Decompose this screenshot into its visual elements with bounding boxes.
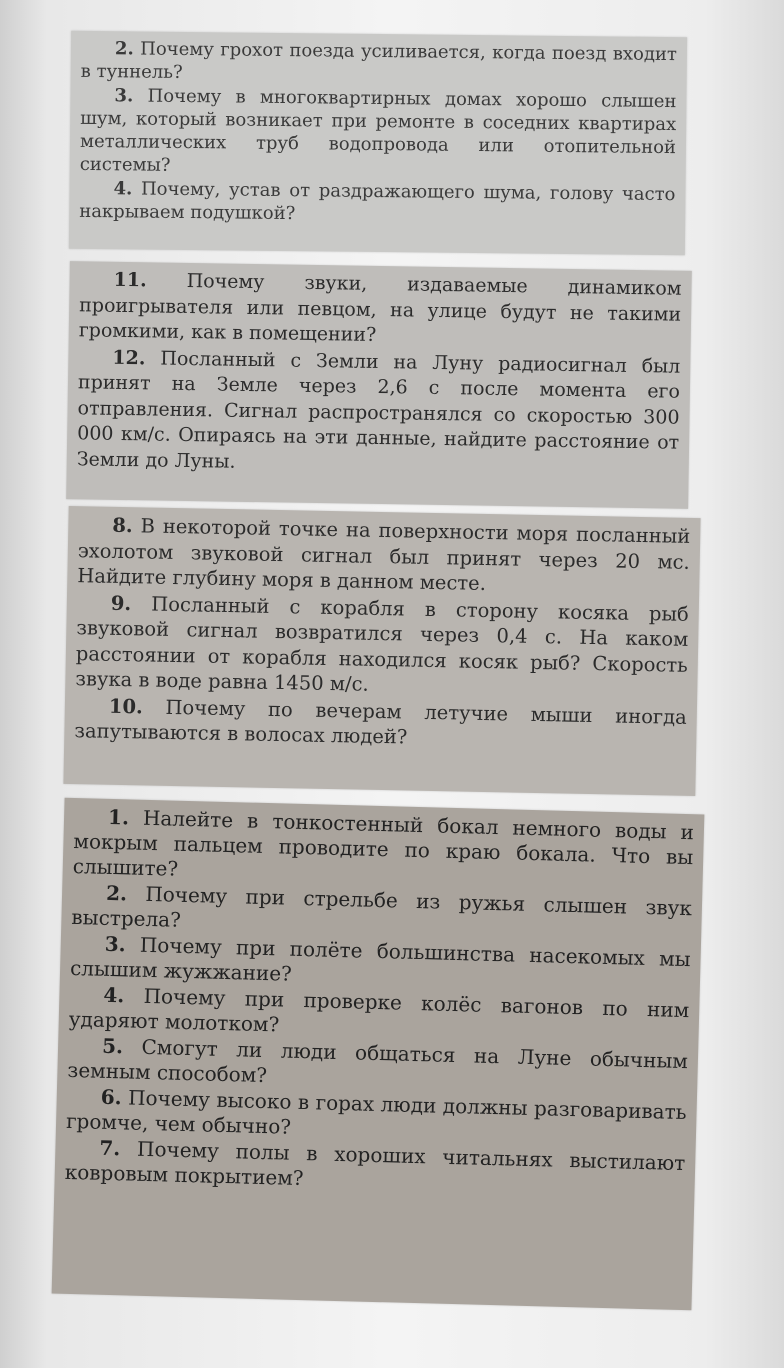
question-number: 12. bbox=[112, 346, 146, 369]
question-number: 1. bbox=[107, 804, 130, 830]
question-text: Смогут ли люди общаться на Луне обычным земным способом? bbox=[67, 1034, 689, 1088]
question-item bbox=[74, 693, 687, 756]
question-text: Почему звуки, издаваемые динамиком проигрывателя или певцом, на улице будут не такими громкими, как в помещении? bbox=[78, 269, 682, 346]
question-number: 4. bbox=[113, 178, 133, 200]
question-card-4 bbox=[52, 798, 705, 1311]
question-text: Почему полы в хороших читальнях выстилают ковровым покрытием? bbox=[64, 1136, 686, 1191]
question-item bbox=[81, 37, 677, 89]
question-text: Почему по вечерам летучие мыши иногда запутываются в волосах людей? bbox=[74, 695, 688, 749]
question-item bbox=[77, 512, 690, 600]
question-card-3 bbox=[63, 506, 700, 796]
question-number: 8. bbox=[112, 513, 133, 538]
question-number: 7. bbox=[99, 1135, 121, 1161]
question-card-1 bbox=[69, 31, 687, 255]
question-number: 5. bbox=[101, 1033, 124, 1059]
question-item bbox=[80, 84, 677, 182]
question-text: Посланный с Земли на Луну радиосигнал был принят на Земле через 2,6 с после момента его отправления. Сигнал распространялся со скоростью 300 000 км/с. Опираясь на эти данные, найдите расстояние от Земли до Луны. bbox=[76, 347, 681, 473]
question-text: Налейте в тонкостенный бокал немного воды и мокрым пальцем проводите по краю бокала. Что вы слышите? bbox=[72, 805, 695, 881]
question-text: Почему, устав от раздражающего шума, голову часто накрываем подушкой? bbox=[79, 178, 676, 225]
question-text: Почему при стрельбе из ружья слышен звук выстрела? bbox=[71, 881, 693, 932]
question-text: Почему при проверке колёс вагонов по ним ударяют молотком? bbox=[68, 983, 690, 1037]
question-text: Посланный с корабля в сторону косяка рыб звуковой сигнал возвратился через 0,4 с. На каком расстоянии от корабля находился косяк рыб? Скорость звука в воде равна 1450 м/с. bbox=[75, 592, 690, 696]
question-number: 11. bbox=[113, 268, 147, 292]
question-number: 9. bbox=[110, 591, 132, 615]
question-number: 2. bbox=[114, 38, 134, 60]
question-number: 10. bbox=[108, 694, 144, 718]
question-number: 2. bbox=[105, 880, 128, 906]
question-text: В некоторой точке на поверхности моря посланный эхолотом звуковой сигнал был принят через 20 мс. Найдите глубину моря в данном месте. bbox=[77, 514, 691, 595]
question-number: 6. bbox=[100, 1084, 122, 1110]
question-number: 4. bbox=[103, 982, 125, 1008]
question-item bbox=[79, 177, 675, 229]
question-card-2 bbox=[66, 261, 692, 509]
question-item bbox=[75, 590, 689, 704]
question-text: Почему грохот поезда усиливается, когда поезд входит в туннель? bbox=[80, 38, 678, 83]
question-text: Почему высоко в горах люди должны разговаривать громче, чем обычно? bbox=[65, 1085, 687, 1139]
question-item bbox=[77, 345, 681, 482]
question-item bbox=[79, 267, 682, 353]
question-number: 3. bbox=[104, 931, 126, 957]
question-text: Почему при полёте большинства насекомых мы слышим жужжание? bbox=[69, 932, 691, 986]
question-number: 3. bbox=[114, 85, 134, 107]
question-text: Почему в многоквартирных домах хорошо слышен шум, который возникает при ремонте в соседних квартирах металлических труб водопровода или отопительной системы? bbox=[79, 85, 677, 176]
